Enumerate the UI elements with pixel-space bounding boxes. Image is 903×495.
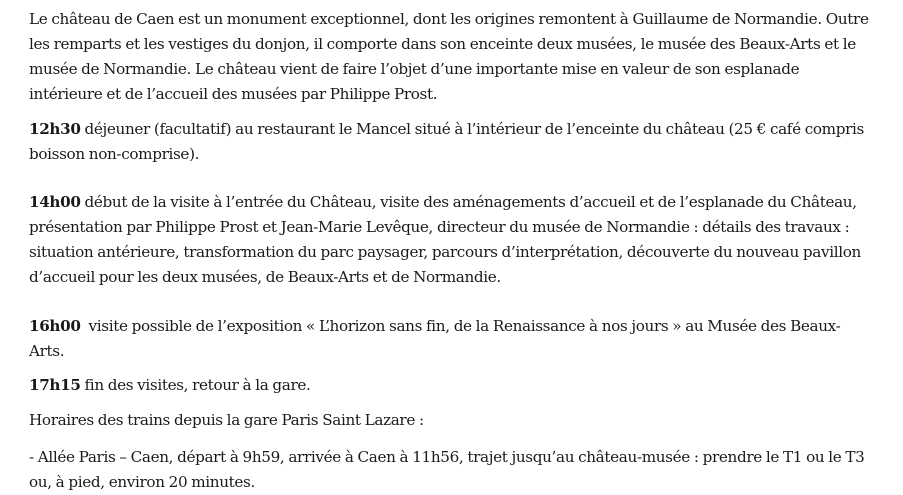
schedule-item-end bbox=[29, 373, 875, 398]
schedule-text: début de la visite à l’entrée du Château, visite des aménagements d’accueil et de l’esplanade du Château, présentation par Philippe Prost et Jean-Marie Levêque, directeur du musée de Normandie : détails des travaux : situation antérieure, transformation du parc paysager, parcours d’interprétation, découverte du nouveau pavillon d’accueil pour les deux musées, de Beaux-Arts et de Normandie. bbox=[29, 193, 861, 286]
schedule-text: déjeuner (facultatif) au restaurant le Mancel situé à l’intérieur de l’enceinte du château (25 € café compris boisson non-comprise). bbox=[29, 120, 864, 163]
schedule-item-exhibition bbox=[29, 314, 875, 364]
schedule-time: 16h00 bbox=[29, 317, 81, 335]
schedule-time: 17h15 bbox=[29, 376, 81, 394]
schedule-item-lunch bbox=[29, 117, 875, 167]
intro-paragraph: Le château de Caen est un monument exceptionnel, dont les origines remontent à Guillaume de Normandie. Outre les remparts et les vestiges du donjon, il comporte dans son enceinte deux musées, le musée des Beaux-Arts et le musée de Normandie. Le château vient de faire l’objet d’une importante mise en valeur de son esplanade intérieure et de l’accueil des musées par Philippe Prost. bbox=[29, 10, 869, 103]
trains-heading: Horaires des trains depuis la gare Paris Saint Lazare : bbox=[29, 411, 424, 429]
schedule-time: 14h00 bbox=[29, 193, 81, 211]
trains-detail: - Allée Paris – Caen, départ à 9h59, arrivée à Caen à 11h56, trajet jusqu’au château-musée : prendre le T1 ou le T3 ou, à pied, environ 20 minutes. bbox=[29, 448, 865, 491]
schedule-item-visit bbox=[29, 190, 875, 290]
schedule-time: 12h30 bbox=[29, 120, 81, 138]
schedule-text: fin des visites, retour à la gare. bbox=[80, 376, 311, 394]
schedule-text: visite possible de l’exposition « L’horizon sans fin, de la Renaissance à nos jours » au Musée des Beaux-Arts. bbox=[29, 317, 841, 360]
